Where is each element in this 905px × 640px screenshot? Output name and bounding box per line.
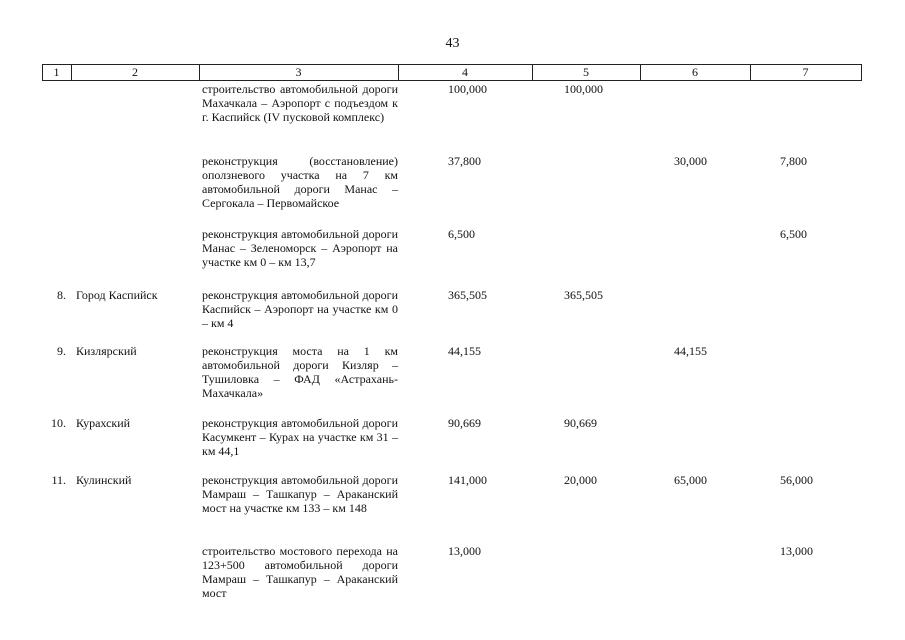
row-description: реконструкция автомобильной дороги Касумкент – Курах на участке км 31 – км 44,1: [202, 416, 398, 458]
header-bottom-border: [42, 80, 862, 81]
row-col-4: 44,155: [448, 344, 481, 358]
header-col-7: 7: [802, 65, 809, 79]
page-number: 43: [445, 36, 460, 51]
row-col-4: 90,669: [448, 416, 481, 430]
row-col-6: 30,000: [674, 154, 707, 168]
row-description: реконструкция автомобильной дороги Мамраш – Ташкапур – Араканский мост на участке км 133 – км 148: [202, 473, 398, 515]
row-col-5: 365,505: [564, 288, 603, 302]
row-col-7: 6,500: [780, 227, 807, 241]
row-number: 10.: [51, 416, 66, 430]
row-district: Кулинский: [76, 473, 132, 487]
header-col-1: 1: [53, 65, 60, 79]
row-description: реконструкция автомобильной дороги Манас – Зеленоморск – Аэропорт на участке км 0 – км 13,7: [202, 227, 398, 269]
header-col-6: 6: [692, 65, 698, 79]
header-divider: [861, 64, 862, 80]
row-col-4: 37,800: [448, 154, 481, 168]
row-number: 8.: [57, 288, 66, 302]
row-col-5: 20,000: [564, 473, 597, 487]
row-col-4: 100,000: [448, 82, 487, 96]
row-col-4: 141,000: [448, 473, 487, 487]
row-col-5: 90,669: [564, 416, 597, 430]
row-col-4: 6,500: [448, 227, 475, 241]
header-col-5: 5: [583, 65, 589, 79]
row-number: 11.: [51, 473, 66, 487]
row-district: Кизлярский: [76, 344, 137, 358]
row-col-7: 7,800: [780, 154, 807, 168]
row-col-4: 365,505: [448, 288, 487, 302]
row-description: строительство мостового перехода на 123+500 автомобильной дороги Мамраш – Ташкапур – Араканский мост: [202, 544, 398, 600]
row-number: 9.: [57, 344, 66, 358]
row-district: Город Каспийск: [76, 288, 158, 302]
header-col-2: 2: [132, 65, 138, 79]
row-description: реконструкция автомобильной дороги Каспийск – Аэропорт на участке км 0 – км 4: [202, 288, 398, 330]
row-description: реконструкция (восстановление) оползневого участка на 7 км автомобильной дороги Манас – Сергокала – Первомайское: [202, 154, 398, 210]
header-col-4: 4: [462, 65, 468, 79]
header-col-3: 3: [295, 65, 302, 79]
row-district: Курахский: [76, 416, 131, 430]
row-col-6: 65,000: [674, 473, 707, 487]
row-col-7: 56,000: [780, 473, 813, 487]
row-col-6: 44,155: [674, 344, 707, 358]
row-col-5: 100,000: [564, 82, 603, 96]
row-col-7: 13,000: [780, 544, 813, 558]
row-description: реконструкция моста на 1 км автомобильной дороги Кизляр – Тушиловка – ФАД «Астрахань-Махачкала»: [202, 344, 398, 400]
row-col-4: 13,000: [448, 544, 481, 558]
row-description: строительство автомобильной дороги Махачкала – Аэропорт с подъездом к г. Каспийск (IV пусковой комплекс): [202, 82, 398, 124]
